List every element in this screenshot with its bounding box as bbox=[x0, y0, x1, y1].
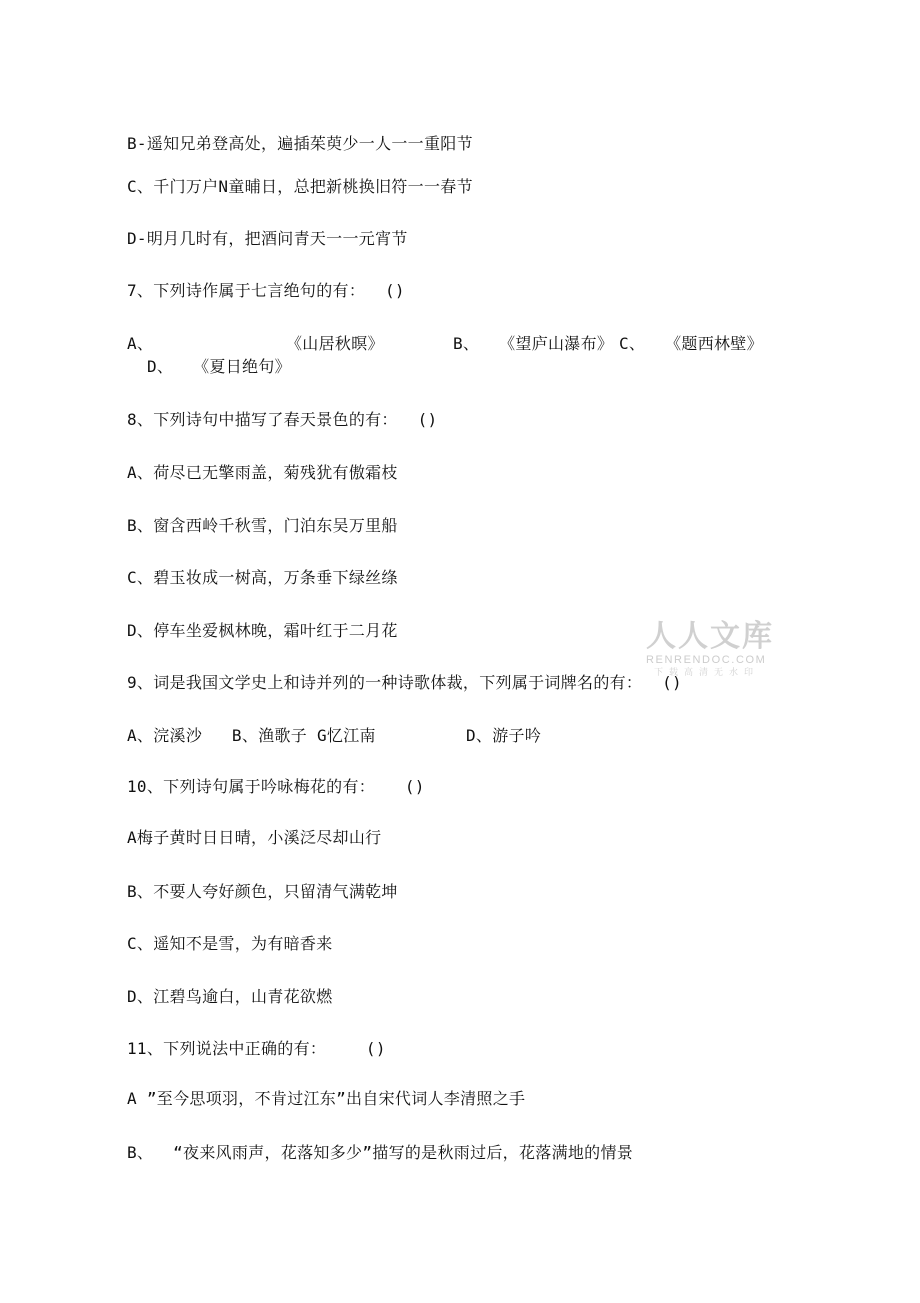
question-8-option-d: D、停车坐爱枫林晚，霜叶红于二月花 bbox=[127, 621, 398, 640]
question-11-option-a: A ”至今思项羽，不肯过江东”出自宋代词人李清照之手 bbox=[127, 1089, 526, 1108]
question-7-option-b: B、 《望庐山瀑布》 bbox=[453, 334, 614, 353]
question-9: 9、词是我国文学史上和诗并列的一种诗歌体裁，下列属于词牌名的有： () bbox=[127, 673, 682, 692]
question-7-option-a: 《山居秋暝》 bbox=[286, 334, 384, 353]
question-7-option-c: C、 《题西林壁》 bbox=[619, 334, 763, 353]
question-8-option-b: B、窗含西岭千秋雪，门泊东吴万里船 bbox=[127, 516, 398, 535]
question-10-option-b: B、不要人夸好颜色，只留清气满乾坤 bbox=[127, 882, 398, 901]
question-8-option-c: C、碧玉妆成一树高，万条垂下绿丝绦 bbox=[127, 568, 398, 587]
question-10-option-c: C、遥知不是雪，为有暗香来 bbox=[127, 934, 333, 953]
question-9-options-abc: A、浣溪沙 B、渔歌子 G忆江南 bbox=[127, 726, 376, 745]
option-b-line: B-遥知兄弟登高处，遍插茱萸少一人一一重阳节 bbox=[127, 134, 473, 153]
option-d-line: D-明月几时有，把酒问青天一一元宵节 bbox=[127, 229, 408, 248]
watermark-title: 人人文库 bbox=[646, 620, 774, 653]
watermark-slogan: 下载高清无水印 bbox=[654, 668, 760, 678]
question-11-option-b: B、 “夜来风雨声，花落知多少”描写的是秋雨过后，花落满地的情景 bbox=[127, 1143, 634, 1162]
question-10: 10、下列诗句属于吟咏梅花的有： () bbox=[127, 777, 425, 796]
watermark-domain: RENRENDOC.COM bbox=[646, 654, 767, 666]
question-7-option-d: D、 《夏日绝句》 bbox=[147, 357, 291, 376]
option-c-line: C、千门万户N童晡日，总把新桃换旧符一一春节 bbox=[127, 177, 473, 196]
question-9-option-d: D、游子吟 bbox=[466, 726, 542, 745]
question-10-option-d: D、江碧鸟逾白，山青花欲燃 bbox=[127, 987, 333, 1006]
question-8: 8、下列诗句中描写了春天景色的有： () bbox=[127, 410, 438, 429]
question-10-option-a: A梅子黄时日日晴，小溪泛尽却山行 bbox=[127, 828, 382, 847]
question-11: 11、下列说法中正确的有： () bbox=[127, 1039, 386, 1058]
question-8-option-a: A、荷尽已无擎雨盖，菊残犹有傲霜枝 bbox=[127, 463, 398, 482]
question-7-option-a-label: A、 bbox=[127, 334, 154, 353]
question-7: 7、下列诗作属于七言绝句的有： () bbox=[127, 281, 405, 300]
